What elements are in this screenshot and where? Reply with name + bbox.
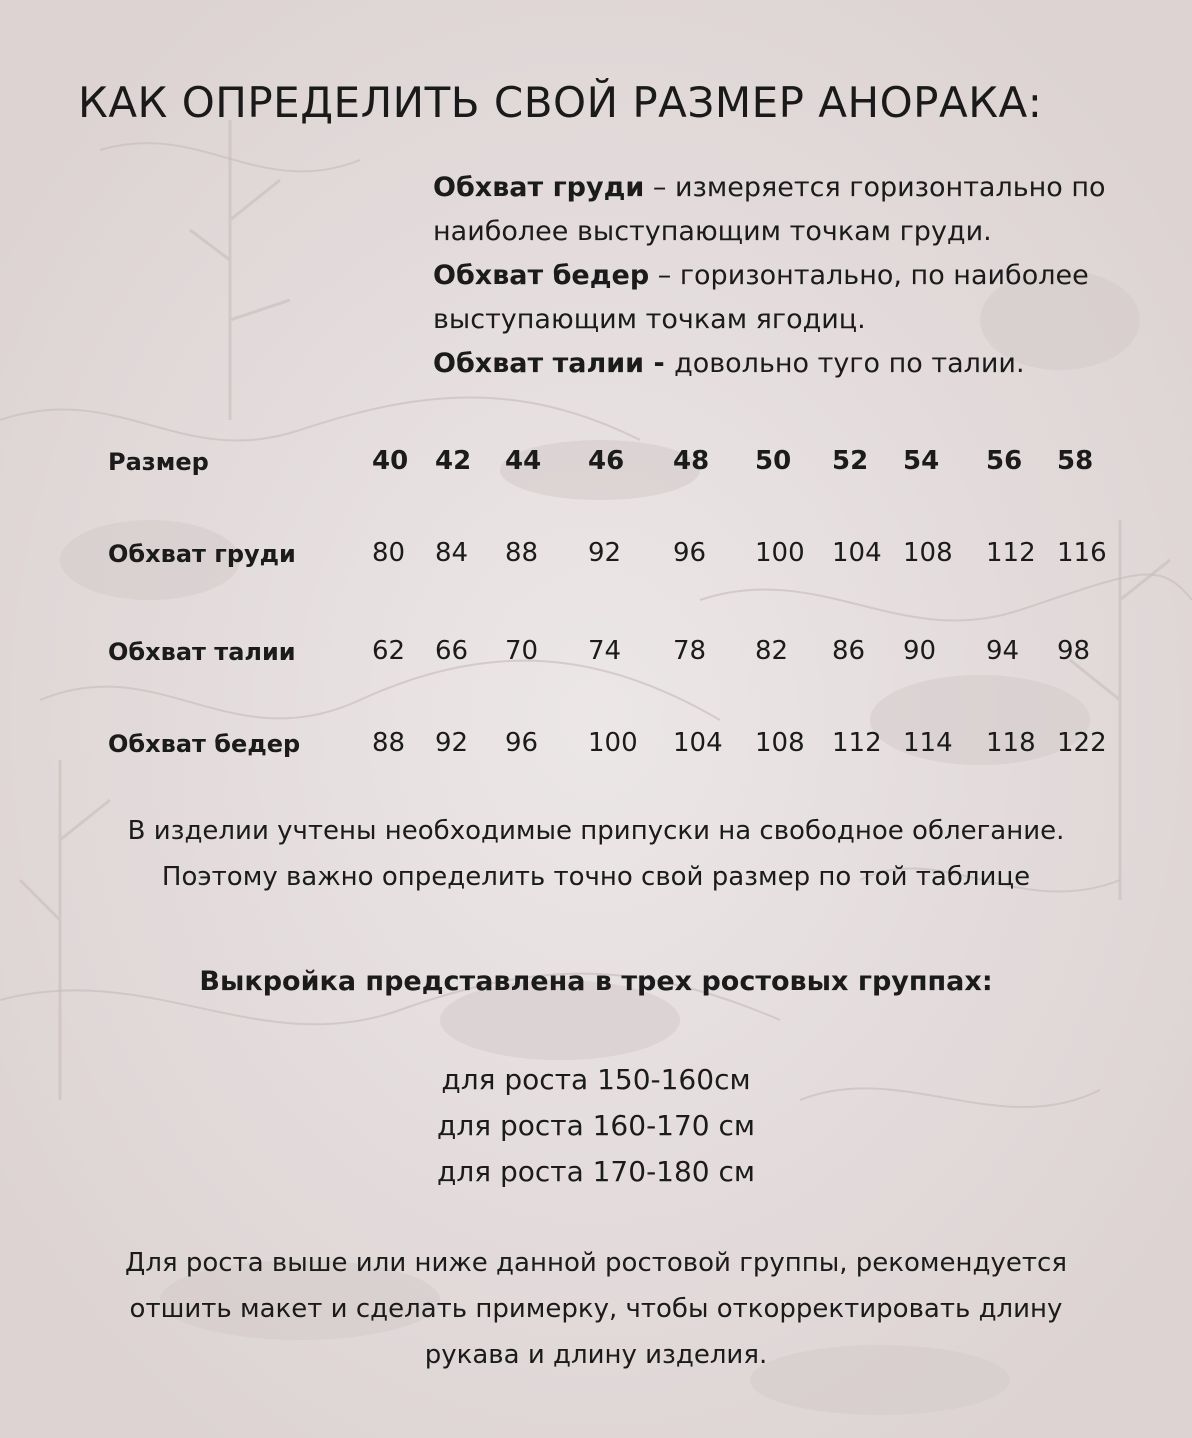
measurement-value-cell: 96	[673, 538, 707, 568]
measurement-value-cell: 116	[1057, 538, 1107, 568]
measurement-value-cell: 96	[505, 728, 539, 758]
definition-text: – измеряется горизонтально по	[644, 172, 1106, 203]
measurement-value-cell: 70	[505, 636, 539, 666]
measurement-value-cell: 88	[372, 728, 406, 758]
measurement-value-cell: 66	[435, 636, 469, 666]
size-header-cell: 46	[588, 446, 625, 476]
measurement-value-cell: 74	[588, 636, 622, 666]
size-header-cell: 58	[1057, 446, 1094, 476]
footer-line: Для роста выше или ниже данной ростовой группы, рекомендуется	[125, 1248, 1067, 1278]
size-header-cell: 56	[986, 446, 1023, 476]
footer-line: отшить макет и сделать примерку, чтобы откорректировать длину	[129, 1294, 1063, 1324]
allowance-note	[0, 808, 1192, 900]
size-header-cell: 48	[673, 446, 710, 476]
measurement-value-cell: 112	[832, 728, 882, 758]
definition-text: довольно туго по талии.	[674, 348, 1025, 379]
measurement-row-label: Обхват бедер	[108, 730, 301, 758]
height-groups-list	[0, 1057, 1192, 1195]
measurement-value-cell: 78	[673, 636, 707, 666]
definition-term: Обхват груди	[433, 172, 645, 203]
definition-text: выступающим точкам ягодиц.	[433, 304, 866, 335]
measurement-value-cell: 62	[372, 636, 406, 666]
height-groups-heading: Выкройка представлена в трех ростовых группах:	[199, 966, 993, 997]
footer-line: рукава и длину изделия.	[424, 1340, 768, 1370]
measurement-value-cell: 86	[832, 636, 866, 666]
height-group-item: для роста 160-170 см	[436, 1109, 756, 1142]
measurement-value-cell: 104	[673, 728, 723, 758]
note-line: В изделии учтены необходимые припуски на свободное облегание.	[127, 816, 1065, 846]
measurement-value-cell: 112	[986, 538, 1036, 568]
measurement-value-cell: 108	[903, 538, 953, 568]
size-header-cell: 40	[372, 446, 409, 476]
size-header-cell: 44	[505, 446, 542, 476]
measurement-value-cell: 108	[755, 728, 805, 758]
measurement-value-cell: 94	[986, 636, 1020, 666]
height-group-item: для роста 170-180 см	[436, 1155, 756, 1188]
page-title: КАК ОПРЕДЕЛИТЬ СВОЙ РАЗМЕР АНОРАКА:	[78, 78, 1043, 127]
definition-text: – горизонтально, по наиболее	[649, 260, 1089, 291]
measurement-value-cell: 98	[1057, 636, 1091, 666]
definition-line	[433, 254, 1153, 298]
height-group-item: для роста 150-160см	[441, 1063, 751, 1096]
size-header-cell: 50	[755, 446, 792, 476]
definition-line	[433, 342, 1153, 386]
size-header-cell: 42	[435, 446, 472, 476]
measurement-row-label: Обхват талии	[108, 638, 296, 666]
measurement-row-label: Обхват груди	[108, 540, 296, 568]
measurement-value-cell: 90	[903, 636, 937, 666]
measurement-value-cell: 80	[372, 538, 406, 568]
definition-text: наиболее выступающим точкам груди.	[433, 216, 992, 247]
definition-line	[433, 298, 1153, 342]
measurement-value-cell: 100	[588, 728, 638, 758]
measurement-value-cell: 88	[505, 538, 539, 568]
measurement-value-cell: 82	[755, 636, 789, 666]
size-header-cell: 54	[903, 446, 940, 476]
measurement-value-cell: 104	[832, 538, 882, 568]
size-header-cell: 52	[832, 446, 869, 476]
definition-line	[433, 210, 1153, 254]
measurement-value-cell: 92	[588, 538, 622, 568]
measurement-value-cell: 84	[435, 538, 469, 568]
footer-recommendation	[0, 1240, 1192, 1378]
size-header-label: Размер	[108, 448, 209, 476]
definition-term: Обхват талии -	[433, 348, 675, 379]
definition-line	[433, 166, 1153, 210]
measurement-definitions	[433, 166, 1153, 386]
note-line: Поэтому важно определить точно свой размер по той таблице	[161, 862, 1031, 892]
definition-term: Обхват бедер	[433, 260, 650, 291]
measurement-value-cell: 118	[986, 728, 1036, 758]
measurement-value-cell: 122	[1057, 728, 1107, 758]
measurement-value-cell: 114	[903, 728, 953, 758]
measurement-value-cell: 92	[435, 728, 469, 758]
measurement-value-cell: 100	[755, 538, 805, 568]
